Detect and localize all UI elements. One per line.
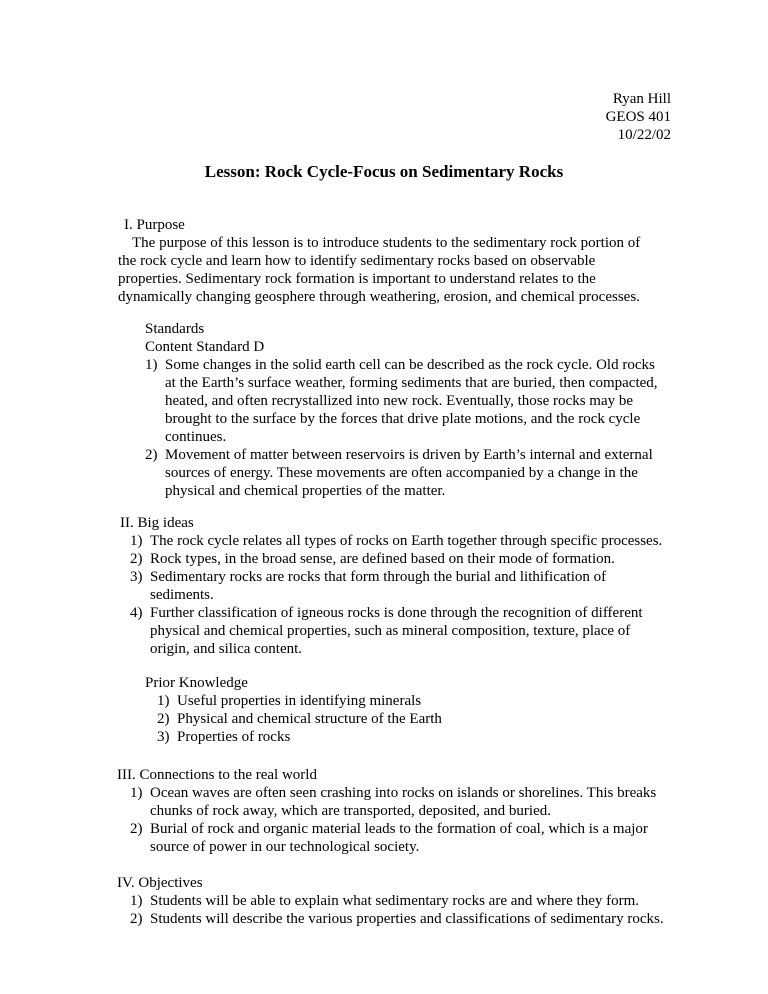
list-item bbox=[157, 710, 665, 728]
purpose-text: The purpose of this lesson is to introduce students to the sedimentary rock portion of the rock cycle and learn how to identify sedimentary rocks based on observable properties. Sedimentary rock formation is important to understand relates to the dynamically changing geosphere through weathering, erosion, and chemical processes. bbox=[118, 235, 641, 305]
item-text: Properties of rocks bbox=[177, 729, 291, 745]
item-number: 2) bbox=[157, 711, 170, 727]
objectives-list bbox=[130, 892, 670, 928]
list-item bbox=[145, 446, 665, 500]
item-text: Students will describe the various properties and classifications of sedimentary rocks. bbox=[150, 911, 664, 927]
standards-list bbox=[145, 356, 665, 500]
item-text: Students will be able to explain what sedimentary rocks are and where they form. bbox=[150, 893, 640, 909]
item-text: Some changes in the solid earth cell can be described as the rock cycle. Old rocks at the Earth’s surface weather, forming sediments that are buried, then compacted, heated, and often recrystallized into new rock. Eventually, those rocks may be brought to the surface by the forces that drive plate motions, and the rock cycle continues. bbox=[165, 357, 658, 445]
objectives-block bbox=[130, 892, 670, 928]
item-number: 1) bbox=[157, 693, 170, 709]
item-number: 1) bbox=[130, 533, 143, 549]
list-item bbox=[130, 550, 665, 568]
item-number: 3) bbox=[157, 729, 170, 745]
content-standard-label: Content Standard D bbox=[145, 339, 265, 355]
item-number: 4) bbox=[130, 605, 143, 621]
connections-block bbox=[130, 784, 665, 856]
author-name: Ryan Hill bbox=[612, 91, 671, 107]
item-number: 1) bbox=[145, 357, 158, 373]
document-date: 10/22/02 bbox=[617, 127, 671, 143]
item-text: Movement of matter between reservoirs is driven by Earth’s internal and external sources of energy. These movements are often accompanied by a change in the physical and chemical properties of the matter. bbox=[165, 447, 653, 499]
list-item bbox=[130, 532, 665, 550]
list-item bbox=[145, 356, 665, 446]
list-item bbox=[130, 568, 665, 604]
author-header bbox=[606, 90, 671, 144]
connections-heading: III. Connections to the real world bbox=[117, 767, 317, 783]
purpose-heading: I. Purpose bbox=[124, 217, 185, 233]
item-number: 2) bbox=[145, 447, 158, 463]
item-text: Further classification of igneous rocks is done through the recognition of different physical and chemical properties, such as mineral composition, texture, place of origin, and silica content. bbox=[150, 605, 643, 657]
item-text: The rock cycle relates all types of rocks on Earth together through specific processes. bbox=[150, 533, 663, 549]
objectives-heading: IV. Objectives bbox=[117, 875, 203, 891]
list-item bbox=[130, 910, 670, 928]
list-item bbox=[157, 728, 665, 746]
item-text: Sedimentary rocks are rocks that form through the burial and lithification of sediments. bbox=[150, 569, 607, 603]
lesson-title: Lesson: Rock Cycle-Focus on Sedimentary Rocks bbox=[204, 162, 564, 181]
prior-knowledge-block bbox=[145, 674, 665, 746]
item-number: 2) bbox=[130, 821, 143, 837]
item-text: Useful properties in identifying minerals bbox=[177, 693, 422, 709]
item-number: 2) bbox=[130, 911, 143, 927]
item-text: Physical and chemical structure of the Earth bbox=[177, 711, 442, 727]
item-text: Burial of rock and organic material leads to the formation of coal, which is a major source of power in our technological society. bbox=[150, 821, 648, 855]
item-number: 1) bbox=[130, 785, 143, 801]
list-item bbox=[130, 784, 665, 820]
item-number: 1) bbox=[130, 893, 143, 909]
prior-knowledge-list bbox=[145, 692, 665, 746]
standards-block bbox=[145, 320, 665, 500]
big-ideas-list bbox=[130, 532, 665, 658]
item-text: Ocean waves are often seen crashing into rocks on islands or shorelines. This breaks chunks of rock away, which are transported, deposited, and buried. bbox=[150, 785, 657, 819]
list-item bbox=[157, 692, 665, 710]
standards-label: Standards bbox=[145, 321, 205, 337]
prior-knowledge-label: Prior Knowledge bbox=[145, 675, 248, 691]
item-number: 3) bbox=[130, 569, 143, 585]
course-code: GEOS 401 bbox=[605, 109, 671, 125]
item-text: Rock types, in the broad sense, are defined based on their mode of formation. bbox=[150, 551, 615, 567]
list-item bbox=[130, 892, 670, 910]
big-ideas-heading: II. Big ideas bbox=[120, 515, 194, 531]
list-item bbox=[130, 604, 665, 658]
big-ideas-block bbox=[130, 532, 665, 658]
item-number: 2) bbox=[130, 551, 143, 567]
list-item bbox=[130, 820, 665, 856]
connections-list bbox=[130, 784, 665, 856]
